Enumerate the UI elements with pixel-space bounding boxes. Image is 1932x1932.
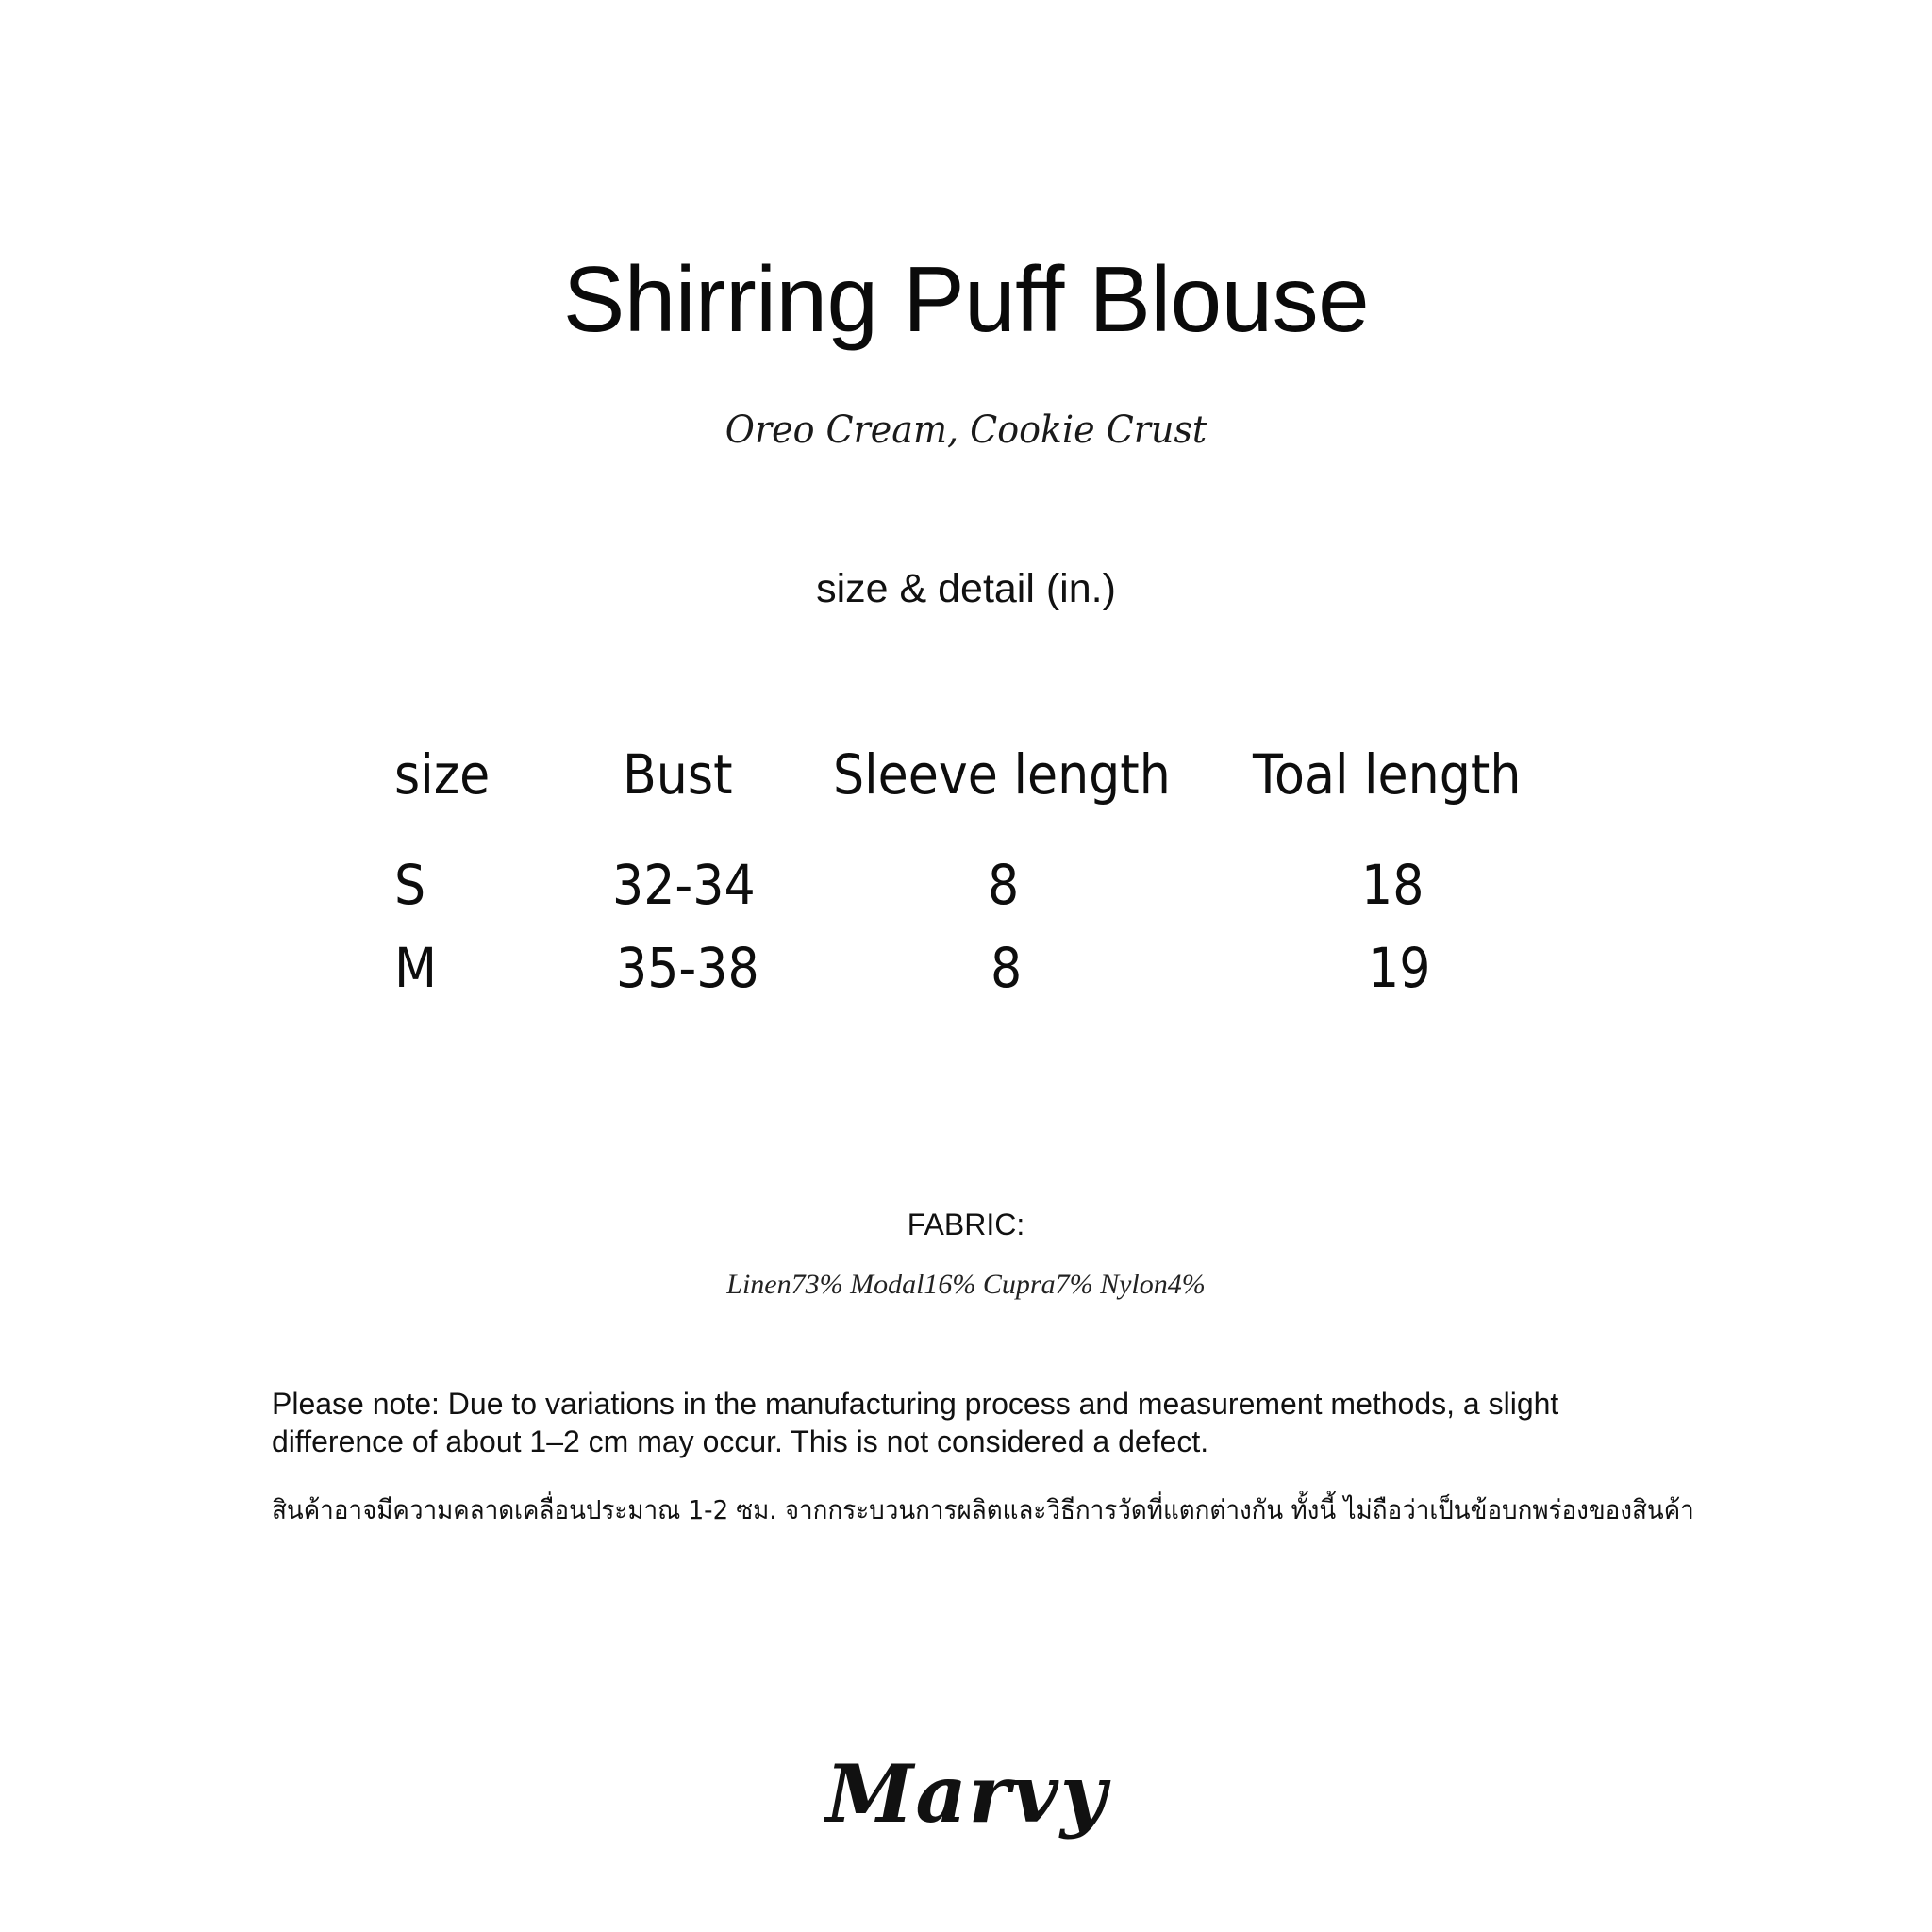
fabric-composition: Linen73% Modal16% Cupra7% Nylon4%: [726, 1269, 1206, 1300]
header-size: size: [394, 742, 491, 807]
row-s-size: S: [394, 853, 426, 917]
header-sleeve-length: Sleeve length: [833, 742, 1171, 807]
header-total-length: Toal length: [1253, 742, 1522, 807]
row-s-bust: 32-34: [612, 853, 756, 917]
fabric-label: FABRIC:: [907, 1208, 1025, 1241]
measurement-note-thai: สินค้าอาจมีความคลาดเคลื่อนประมาณ 1-2 ซม. จากกระบวนการผลิตและวิธีการวัดที่แตกต่างกัน ทั้งนี้ ไม่ถือว่าเป็นข้อบกพร่องของสินค้า: [272, 1494, 1694, 1525]
row-s-sleeve-length: 8: [988, 853, 1020, 917]
measurement-note-english: Please note: Due to variations in the manufacturing process and measurement methods, a slight difference of about 1–2 cm may occur. This is not considered a defect.: [272, 1387, 1559, 1458]
row-m-size: M: [394, 936, 438, 1000]
brand-logo-text: Marvy: [825, 1747, 1108, 1840]
row-m-sleeve-length: 8: [991, 936, 1023, 1000]
row-m-total-length: 19: [1368, 936, 1431, 1000]
header-bust: Bust: [623, 742, 733, 807]
size-section-label: size & detail (in.): [816, 566, 1116, 611]
product-colorways: Oreo Cream, Cookie Crust: [724, 408, 1208, 452]
brand-logo: [811, 1747, 1123, 1870]
row-m-bust: 35-38: [616, 936, 759, 1000]
row-s-total-length: 18: [1361, 853, 1424, 917]
product-title: Shirring Puff Blouse: [562, 247, 1370, 351]
